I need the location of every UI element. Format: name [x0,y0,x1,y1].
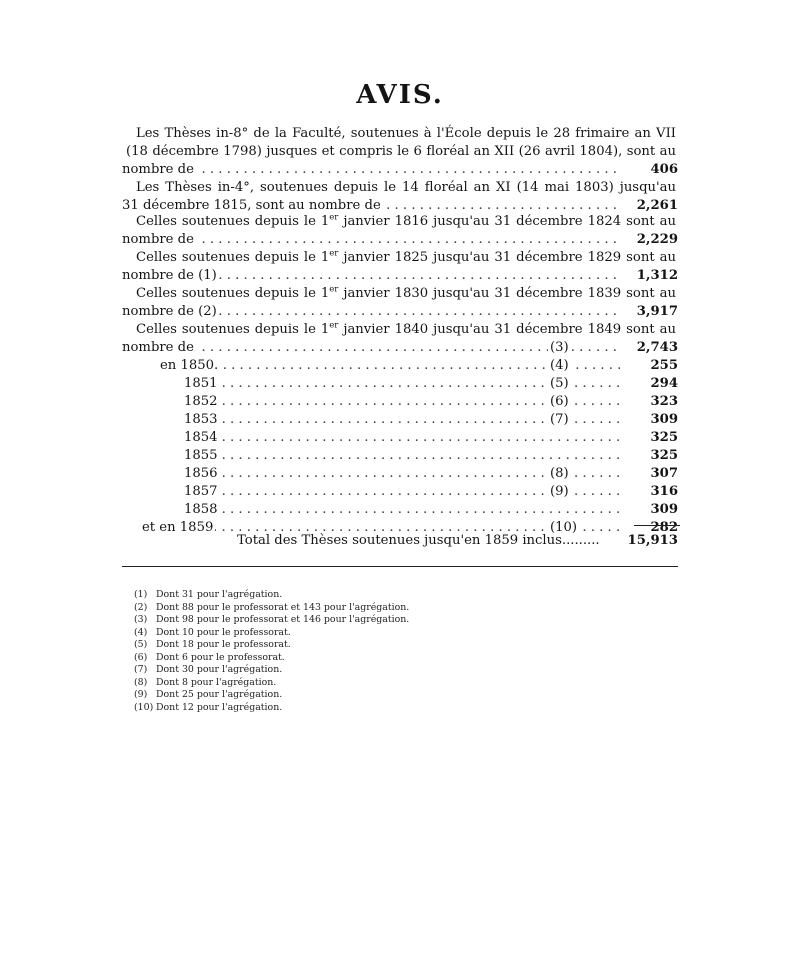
footnote-reference: (9) [550,484,569,499]
entry-line [122,501,678,519]
footnote-mark: (10) [134,701,154,713]
footnote-reference: (7) [550,412,569,427]
footnote-text: Dont 98 pour le professorat et 146 pour l'agrégation. [156,614,410,625]
entry-text [136,213,678,231]
entry-text: 1857 [184,484,218,499]
entry-text: 1858 [184,502,218,517]
entry-value: 325 [650,430,678,445]
entry-text-end: janvier 1840 jusqu'au 31 décembre 1849 sont au [338,322,676,337]
entry-text: 1854 [184,430,218,445]
entry-line [122,375,678,393]
footnote [134,664,282,676]
total-label: Total des Thèses soutenues jusqu'en 1859 inclus......... [237,533,600,548]
entry-line [122,125,678,143]
entry-line [122,249,678,267]
entry-text: 1851 [184,376,218,391]
footnote [134,689,282,701]
footnote [134,589,282,601]
total-row [122,531,678,551]
footnote-reference: (6) [550,394,569,409]
entry-line [122,447,678,465]
entry-text: et en 1859 [142,520,214,535]
entry-line [122,213,678,231]
footnote-text: Dont 10 pour le professorat. [156,626,291,638]
footnote-mark: (6) [134,651,148,663]
footnote-mark: (3) [134,614,148,625]
entry-text: nombre de (2) [122,304,217,319]
footnote-text: Dont 88 pour le professorat et 143 pour l'agrégation. [156,601,410,613]
footnote-reference: (5) [550,376,569,391]
footnote-mark: (1) [134,589,148,600]
dot-leader [188,447,622,465]
entry-text: nombre de [122,340,194,355]
page-title: AVIS. [356,80,444,110]
entry-value: 3,917 [636,304,678,319]
entry-line [122,303,678,321]
entry-value: 325 [650,448,678,463]
entry-line [122,231,678,249]
entry-value: 294 [650,376,678,391]
entry-text-start: Celles soutenues depuis le 1 [136,250,330,265]
total-value: 15,913 [627,533,678,548]
entry-text [136,285,678,303]
footnote-mark: (8) [134,676,148,688]
dot-leader [188,501,622,519]
footnote [134,639,291,651]
footnote-separator-rule [122,566,678,567]
entry-line [122,143,678,161]
entry-line [122,357,678,375]
entry-text: nombre de [122,162,194,177]
dot-leader [188,429,622,447]
entry-line [122,267,678,285]
entry-line [122,161,678,179]
entry-value: 2,261 [636,198,678,213]
ordinal-superscript: er [329,320,339,331]
footnote [134,602,409,614]
entry-line [122,339,678,357]
entry-text-start: Celles soutenues depuis le 1 [136,286,330,301]
dot-leader [126,231,622,249]
ordinal-superscript: er [329,284,339,295]
entry-text: Les Thèses in-4°, soutenues depuis le 14 floréal an XI (14 mai 1803) jusqu'au [136,180,676,195]
entry-value: 307 [650,466,678,481]
dot-leader [126,161,622,179]
entry-line [122,483,678,501]
entry-text: nombre de [122,232,194,247]
ordinal-superscript: er [329,248,339,259]
entry-line [122,393,678,411]
footnote-text: Dont 8 pour l'agrégation. [156,676,277,688]
entry-line [122,465,678,483]
footnote [134,652,285,664]
footnote-mark: (9) [134,689,148,700]
entry-text-start: Celles soutenues depuis le 1 [136,214,330,229]
entry-value: 2,229 [636,232,678,247]
footnote [134,614,409,626]
entry-text: 31 décembre 1815, sont au nombre de [122,198,381,213]
footnote-text: Dont 31 pour l'agrégation. [156,589,283,600]
entry-text: 1856 [184,466,218,481]
footnote-text: Dont 12 pour l'agrégation. [156,701,283,713]
footnote-text: Dont 18 pour le professorat. [156,639,291,650]
entry-value: 309 [650,412,678,427]
entry-value: 255 [650,358,678,373]
entry-value: 323 [650,394,678,409]
entry-text: 1855 [184,448,218,463]
total-separator-rule [634,525,680,526]
footnote-reference: (3) [550,340,569,355]
entry-text: nombre de (1) [122,268,217,283]
entry-text: 1853 [184,412,218,427]
footnote-text: Dont 25 pour l'agrégation. [156,689,283,700]
entry-value: 1,312 [636,268,678,283]
entry-text: 1852 [184,394,218,409]
entry-text [136,321,678,339]
entry-text: (18 décembre 1798) jusques et compris le 6 floréal an XII (26 avril 1804), sont au [126,144,676,159]
entry-text-start: Celles soutenues depuis le 1 [136,322,330,337]
entry-text-end: janvier 1816 jusqu'au 31 décembre 1824 sont au [338,214,676,229]
footnote [134,677,276,689]
entry-text: en 1850. [160,358,219,373]
footnote-mark: (7) [134,664,148,675]
footnote-text: Dont 6 pour le professorat. [156,651,285,663]
entry-line [122,321,678,339]
entry-value: 282 [650,520,678,535]
entry-value: 406 [650,162,678,177]
footnote [134,702,282,714]
entry-text-end: janvier 1825 jusqu'au 31 décembre 1829 sont au [338,250,676,265]
footnote-mark: (4) [134,626,148,638]
entry-line [122,179,678,197]
footnote-reference: (4) [550,358,569,373]
entry-text: Les Thèses in-8° de la Faculté, soutenues à l'École depuis le 28 frimaire an VII [136,126,676,141]
footnote-reference: (10) [550,520,578,535]
footnote-mark: (5) [134,639,148,650]
entry-value: 316 [650,484,678,499]
footnote-text: Dont 30 pour l'agrégation. [156,664,283,675]
entry-text-end: janvier 1830 jusqu'au 31 décembre 1839 sont au [338,286,676,301]
entry-value: 309 [650,502,678,517]
entry-text [136,249,678,267]
entry-line [122,285,678,303]
footnote [134,627,291,639]
entry-line [122,411,678,429]
footnote-mark: (2) [134,601,148,613]
entry-line [122,429,678,447]
footnote-reference: (8) [550,466,569,481]
ordinal-superscript: er [329,212,339,223]
entry-value: 2,743 [636,340,678,355]
